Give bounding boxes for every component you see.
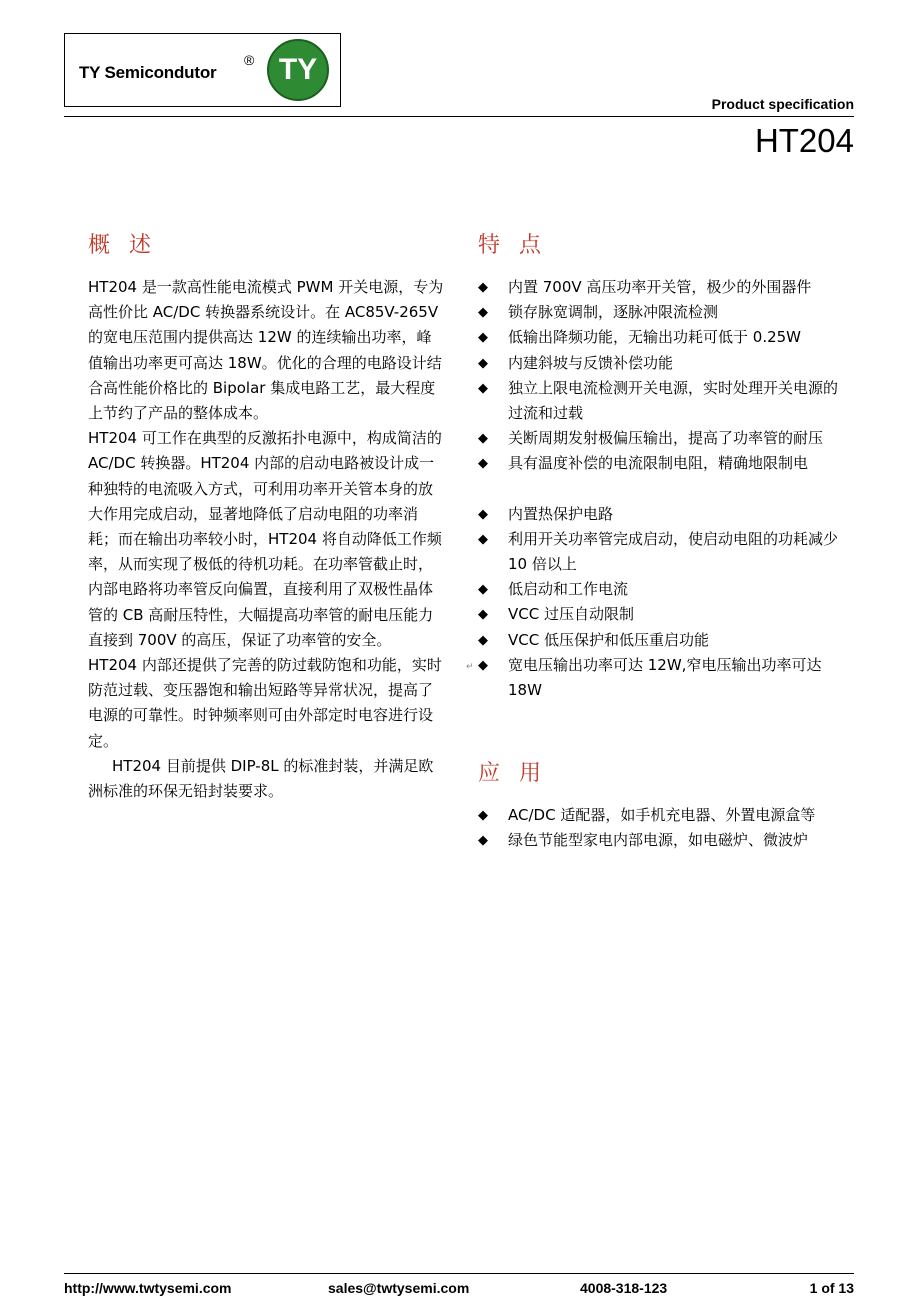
applications-list	[478, 803, 838, 853]
diamond-bullet-icon: ◆	[478, 607, 488, 623]
diamond-bullet-icon: ◆	[478, 808, 488, 823]
overview-title: 概 述	[88, 233, 157, 258]
diamond-bullet-icon: ◆	[478, 456, 488, 472]
list-item: ◆ VCC 过压自动限制	[478, 602, 838, 627]
diamond-bullet-icon: ◆	[478, 531, 488, 547]
list-item: ◆ 内置热保护电路	[478, 502, 838, 527]
header-divider	[64, 116, 854, 117]
list-item: ◆ 低启动和工作电流	[478, 577, 838, 602]
list-item: ◆ 绿色节能型家电内部电源，如电磁炉、微波炉	[478, 828, 838, 853]
features-title: 特 点	[478, 233, 547, 258]
logo-badge-icon: TY	[267, 39, 329, 101]
list-item: ◆ 具有温度补偿的电流限制电阻，精确地限制电	[478, 451, 838, 476]
diamond-bullet-icon: ◆	[478, 657, 488, 673]
list-item: ◆ 内建斜坡与反馈补偿功能	[478, 351, 838, 376]
diamond-bullet-icon: ◆	[478, 355, 488, 371]
model-number: HT204	[754, 122, 854, 159]
footer-email-link[interactable]: sales@twtysemi.com	[328, 1280, 470, 1296]
diamond-bullet-icon: ◆	[478, 632, 488, 648]
list-item: ◆ 锁存脉宽调制，逐脉冲限流检测	[478, 300, 838, 325]
company-name: TY Semicondutor	[79, 63, 217, 82]
footer-phone: 4008-318-123	[580, 1280, 668, 1296]
overview-paragraph: HT204 可工作在典型的反激拓扑电源中，构成简洁的 AC/DC 转换器。HT204 内部的启动电路被设计成一种独特的电流吸入方式，可利用功率开关管本身的放大作用完成启动，显著地降低了启动电阻的功率消耗；而在输出功率较小时，HT204 将自动降低工作频率，从而实现了极低的待机功耗。在功率管截止时，内部电路将功率管反向偏置，直接利用了双极性晶体管的 CB 高耐压特性，大幅提高功率管的耐电压能力直接到 700V 的高压，保证了功率管的安全。	[88, 429, 442, 649]
diamond-bullet-icon: ◆	[478, 380, 488, 396]
overview-body	[88, 275, 444, 804]
applications-title: 应 用	[478, 761, 547, 786]
diamond-bullet-icon: ◆	[478, 506, 488, 522]
overview-paragraph: HT204 目前提供 DIP-8L 的标准封装，并满足欧洲标准的环保无铅封装要求。	[88, 756, 434, 801]
overview-paragraph: HT204 内部还提供了完善的防过载防饱和功能，实时防范过载、变压器饱和输出短路等异常状况，提高了电源的可靠性。时钟频率则可由外部定时电容进行设定。	[88, 656, 442, 750]
list-item: ◆ 独立上限电流检测开关电源，实时处理开关电源的过流和过载	[478, 376, 838, 426]
list-item: ◆ VCC 低压保护和低压重启功能	[478, 628, 838, 653]
list-item: ◆ 关断周期发射极偏压输出，提高了功率管的耐压	[478, 426, 838, 451]
list-item: ◆ 低输出降频功能，无输出功耗可低于 0.25W	[478, 325, 838, 350]
registered-mark: ®	[244, 52, 255, 68]
features-list	[466, 275, 839, 703]
diamond-bullet-icon: ◆	[478, 431, 488, 447]
diamond-bullet-icon: ◆	[478, 280, 488, 295]
list-item: ↵ ◆ 宽电压输出功率可达 12W,窄电压输出功率可达 18W	[478, 653, 838, 703]
diamond-bullet-icon: ◆	[478, 833, 488, 849]
return-mark-icon: ↵	[466, 661, 474, 672]
list-item: ◆ AC/DC 适配器，如手机充电器、外置电源盒等	[478, 803, 838, 828]
diamond-bullet-icon: ◆	[478, 305, 488, 321]
overview-paragraph: HT204 是一款高性能电流模式 PWM 开关电源，专为高性价比 AC/DC 转换器系统设计。在 AC85V-265V 的宽电压范围内提供高达 12W 的连续输出功率，峰值输出功率更可高达 18W。优化的合理的电路设计结合高性能价格比的 Bipolar 集成电路工艺，最大程度上节约了产品的整体成本。	[88, 278, 444, 423]
diamond-bullet-icon: ◆	[478, 330, 488, 346]
list-item: ◆ 内置 700V 高压功率开关管，极少的外围器件	[478, 275, 838, 300]
spec-label: Product specification	[711, 96, 854, 112]
footer-website-link[interactable]: http://www.twtysemi.com	[64, 1280, 232, 1296]
diamond-bullet-icon: ◆	[478, 582, 488, 598]
page-number: 1 of 13	[809, 1280, 854, 1296]
company-logo	[64, 33, 341, 107]
list-item: ◆ 利用开关功率管完成启动，使启动电阻的功耗减少 10 倍以上	[478, 527, 838, 577]
footer-divider	[64, 1273, 854, 1274]
